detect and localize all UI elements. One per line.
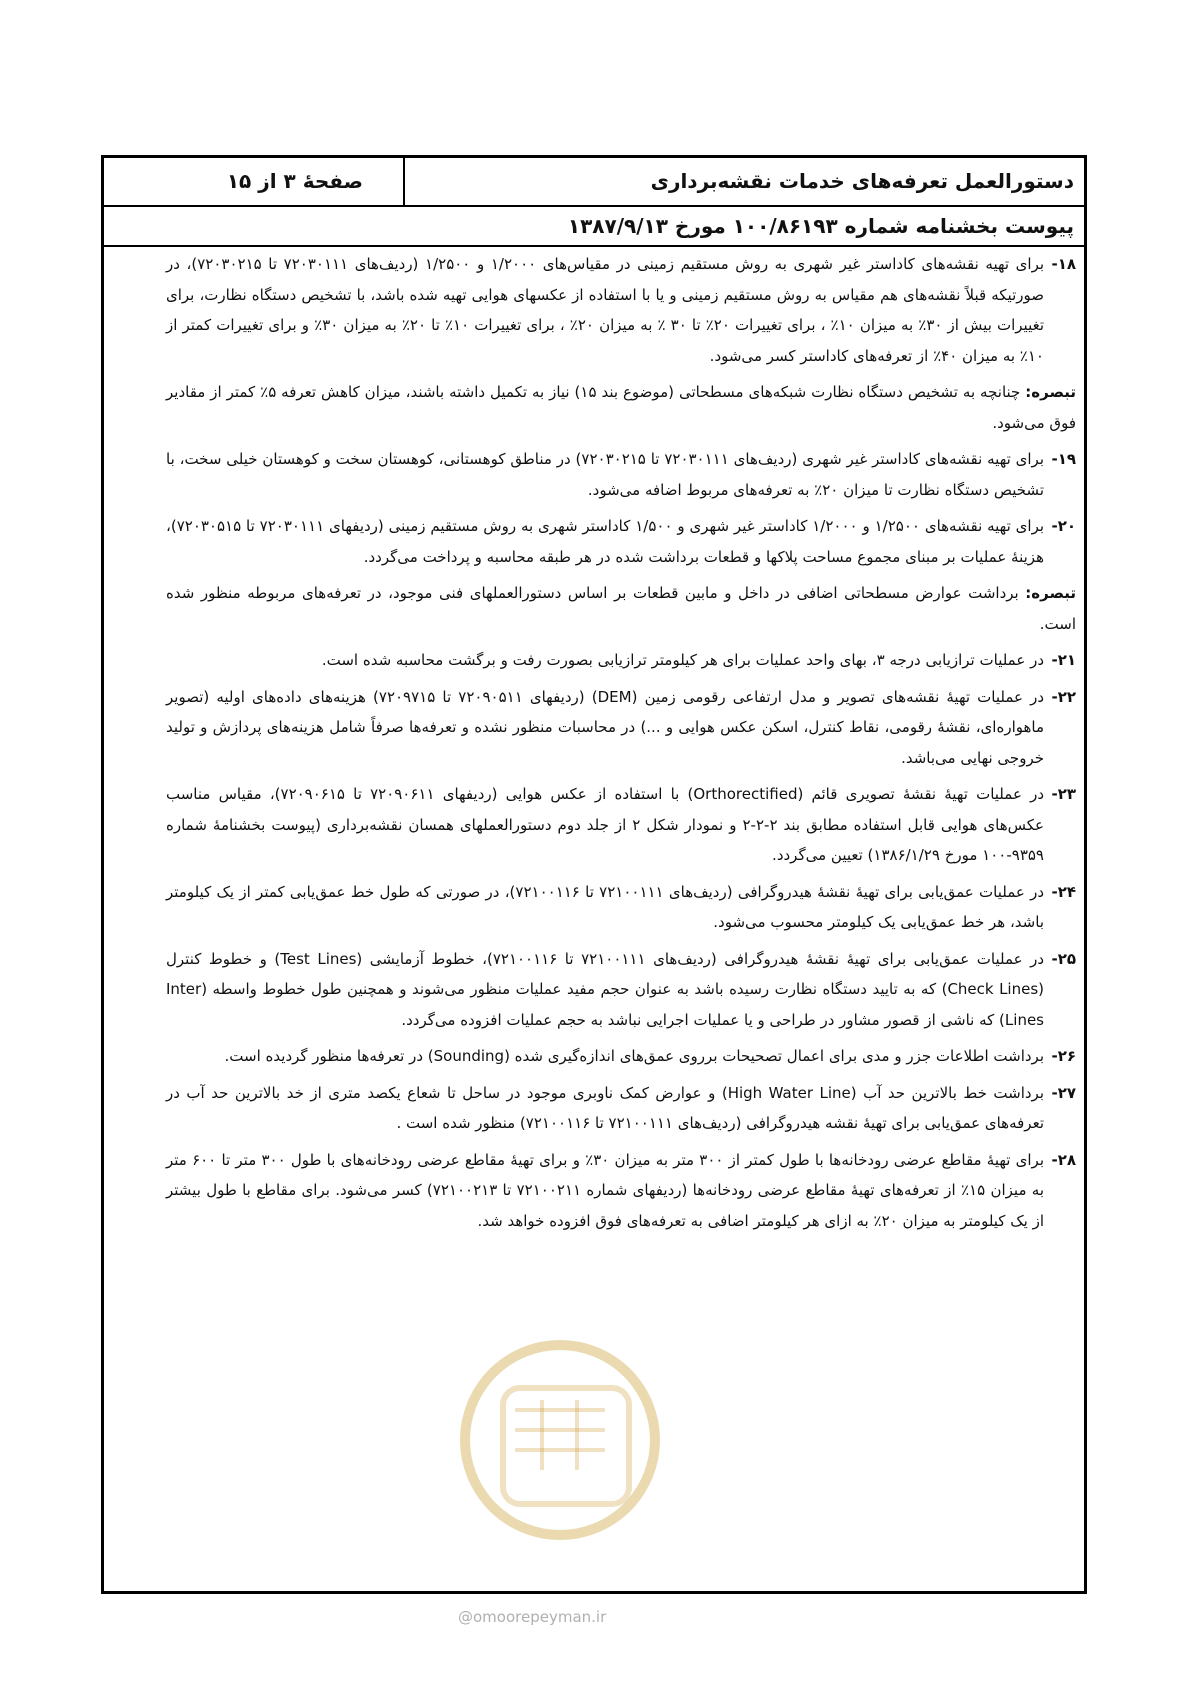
item-number: ۲۵- [1051,949,1076,968]
list-item [166,1145,1076,1237]
note-paragraph [166,377,1076,438]
item-text: برای تهیه نقشه‌های ۱/۲۵۰۰ و ۱/۲۰۰۰ کاداستر غیر شهری و ۱/۵۰۰ کاداستر شهری به روش مستقیم زمینی (ردیفهای ۷۲۰۳۰۱۱۱ تا ۷۲۰۳۰۵۱۵)، هزینهٔ عملیات بر مبنای مجموع مساحت پلاکها و قطعات برداشت شده در هر طبقه محاسبه و پرداخت می‌گردد. [166,517,1045,566]
list-item [166,682,1076,774]
document-title: دستورالعمل تعرفه‌های خدمات نقشه‌برداری [403,158,1084,205]
watermark-text: @omoorepeyman.ir [458,1608,607,1626]
item-text: در عملیات عمق‌یابی برای تهیهٔ نقشهٔ هیدروگرافی (ردیف‌های ۷۲۱۰۰۱۱۱ تا ۷۲۱۰۰۱۱۶)، خطوط آزمایشی (Test Lines) و خطوط کنترل (Check Lines) که به تایید دستگاه نظارت رسیده باشد به عنوان حجم مفید عملیات منظور می‌شوند و همچنین طول خطوط واسطه (Inter Lines) که ناشی از قصور مشاور در طراحی و یا عملیات اجرایی نباشد به حجم عملیات افزوده می‌گردد. [166,949,1045,1029]
item-number: ۲۶- [1051,1047,1076,1065]
list-item [166,1078,1076,1139]
item-text: برداشت خط بالاترین حد آب (High Water Line) و عوارض کمک ناوبری موجود در ساحل تا شعاع یکصد متری از خد بالاترین حد آب در تعرفه‌های عمق‌یابی برای تهیهٔ نقشه هیدروگرافی (ردیف‌های ۷۲۱۰۰۱۱۱ تا ۷۲۱۰۰۱۱۶) منظور شده است . [166,1083,1044,1132]
list-item [166,249,1076,371]
item-number: ۲۴- [1051,882,1076,901]
header-row [104,158,1084,207]
list-item [166,779,1076,871]
note-text: چنانچه به تشخیص دستگاه نظارت شبکه‌های مسطحاتی (موضوع بند ۱۵) نیاز به تکمیل داشته باشند، میزان کاهش تعرفه ۵٪ کمتر از مقادیر فوق می‌شود. [166,383,1076,432]
list-item [166,944,1076,1036]
item-text: برای تهیه نقشه‌های کاداستر غیر شهری (ردیف‌های ۷۲۰۳۰۱۱۱ تا ۷۲۰۳۰۲۱۵) در مناطق کوهستانی، کوهستان سخت و کوهستان خیلی سخت، با تشخیص دستگاه نظارت تا میزان ۲۰٪ به تعرفه‌های مربوط اضافه می‌شود. [166,450,1045,499]
document-frame [101,155,1087,1594]
circular-reference: پیوست بخشنامه شماره ۱۰۰/۸۶۱۹۳ مورخ ۱۳۸۷/۹/۱۳ [104,207,1084,247]
list-item [166,444,1076,505]
note-text: برداشت عوارض مسطحاتی اضافی در داخل و مابین قطعات بر اساس دستورالعملهای فنی موجود، در تعرفه‌های مربوطه منظور شده است. [166,584,1076,633]
item-number: ۲۱- [1051,651,1076,669]
item-text: برای تهیه نقشه‌های کاداستر غیر شهری به روش مستقیم زمینی در مقیاس‌های ۱/۲۰۰۰ و ۱/۲۵۰۰ (ردیف‌های ۷۲۰۳۰۱۱۱ تا ۷۲۰۳۰۲۱۵)، در صورتیکه قبلاً نقشه‌های هم مقیاس به روش مستقیم زمینی و یا با استفاده از عکسهای هوایی تهیه شده باشد، با تشخیص دستگاه نظارت، برای تغییرات بیش از ۳۰٪ به میزان ۱۰٪ ، برای تغییرات ۲۰٪ تا ۳۰ ٪ به میزان ۲۰٪ ، برای تغییرات ۱۰٪ تا ۲۰٪ به میزان ۳۰٪ و برای تغییرات کمتر از ۱۰٪ به میزان ۴۰٪ از تعرفه‌های کاداستر کسر می‌شود. [166,255,1045,365]
item-text: برای تهیهٔ مقاطع عرضی رودخانه‌ها با طول کمتر از ۳۰۰ متر به میزان ۳۰٪ و برای تهیهٔ مقاطع عرضی رودخانه‌های با طول ۳۰۰ متر تا ۶۰۰ متر به میزان ۱۵٪ از تعرفه‌های تهیهٔ مقاطع عرضی رودخانه‌ها (ردیفهای شماره ۷۲۱۰۰۲۱۱ تا ۷۲۱۰۰۲۱۳) کسر می‌شود. برای مقاطع با طول بیشتر از یک کیلومتر به میزان ۲۰٪ به ازای هر کیلومتر اضافی به تعرفه‌های فوق افزوده خواهد شد. [166,1150,1045,1230]
list-item [166,877,1076,938]
item-text: در عملیات عمق‌یابی برای تهیهٔ نقشهٔ هیدروگرافی (ردیف‌های ۷۲۱۰۰۱۱۱ تا ۷۲۱۰۰۱۱۶)، در صورتی که طول خط عمق‌یابی کمتر از یک کیلومتر باشد، هر خط عمق‌یابی یک کیلومتر محسوب می‌شود. [166,882,1045,931]
document-body [166,249,1076,1583]
item-text: برداشت اطلاعات جزر و مدی برای اعمال تصحیحات برروی عمق‌های اندازه‌گیری شده (Sounding) در تعرفه‌ها منظور گردیده است. [224,1047,1044,1065]
list-item [166,1041,1076,1072]
item-number: ۲۰- [1051,517,1076,535]
list-item [166,511,1076,572]
item-text: در عملیات تهیهٔ نقشهٔ تصویری قائم (Orthorectified) با استفاده از عکس هوایی (ردیفهای ۷۲۰۹۰۶۱۱ تا ۷۲۰۹۰۶۱۵)، مقیاس مناسب عکس‌های هوایی قابل استفاده مطابق بند ۲-۲-۲ و نمودار شکل ۲ از جلد دوم دستورالعملهای همسان نقشه‌برداری (پیوست بخشنامهٔ شماره ۹۳۵۹-۱۰۰ مورخ ۱۳۸۶/۱/۲۹) تعیین می‌گردد. [166,785,1044,864]
item-number: ۲۳- [1051,785,1076,803]
note-paragraph [166,578,1076,639]
item-text: در عملیات تهیهٔ نقشه‌های تصویر و مدل ارتفاعی رقومی زمین (DEM) (ردیفهای ۷۲۰۹۰۵۱۱ تا ۷۲۰۹۷۱۵) هزینه‌های داده‌های اولیه (تصویر ماهواره‌ای، نقشهٔ رقومی، نقاط کنترل، اسکن عکس هوایی و ...) در محاسبات منظور نشده و تعرفه‌ها صرفاً شامل هزینه‌های پردازش و تولید خروجی نهایی می‌باشد. [166,687,1045,767]
item-text: در عملیات ترازیابی درجه ۳، بهای واحد عملیات برای هر کیلومتر ترازیابی بصورت رفت و برگشت محاسبه شده است. [321,651,1044,669]
item-number: ۲۲- [1051,687,1076,706]
list-item [166,645,1076,676]
item-number: ۱۹- [1051,450,1076,468]
note-label: تبصره: [1025,383,1076,401]
item-number: ۲۷- [1051,1083,1076,1102]
note-label: تبصره: [1025,584,1076,602]
page-number: صفحهٔ ۳ از ۱۵ [226,169,363,193]
item-number: ۱۸- [1051,255,1076,273]
item-number: ۲۸- [1051,1150,1076,1169]
